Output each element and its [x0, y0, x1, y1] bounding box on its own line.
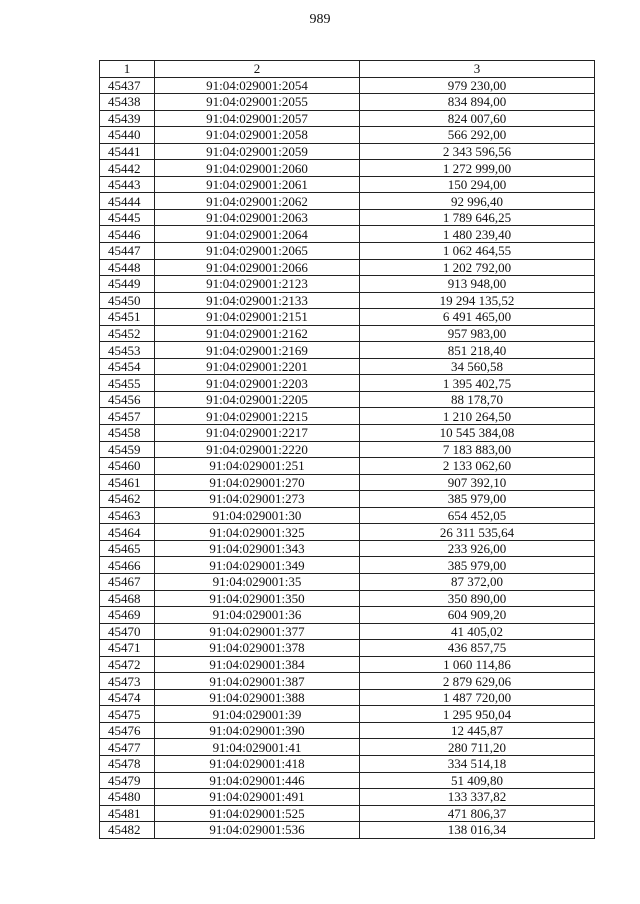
row-number-cell: 45465 — [100, 540, 155, 557]
cadastral-number-cell: 91:04:029001:2054 — [155, 77, 360, 94]
cadastral-value-table — [99, 60, 595, 839]
value-cell: 2 133 062,60 — [360, 458, 595, 475]
value-cell: 1 295 950,04 — [360, 706, 595, 723]
row-number-cell: 45447 — [100, 243, 155, 260]
table-row — [100, 309, 595, 326]
row-number-cell: 45473 — [100, 673, 155, 690]
row-number-cell: 45444 — [100, 193, 155, 210]
table-row — [100, 408, 595, 425]
cadastral-number-cell: 91:04:029001:2151 — [155, 309, 360, 326]
cadastral-number-cell: 91:04:029001:343 — [155, 540, 360, 557]
cadastral-number-cell: 91:04:029001:350 — [155, 590, 360, 607]
value-cell: 12 445,87 — [360, 722, 595, 739]
cadastral-number-cell: 91:04:029001:2169 — [155, 342, 360, 359]
table-row — [100, 226, 595, 243]
row-number-cell: 45474 — [100, 689, 155, 706]
cadastral-number-cell: 91:04:029001:2062 — [155, 193, 360, 210]
row-number-cell: 45480 — [100, 789, 155, 806]
value-cell: 907 392,10 — [360, 474, 595, 491]
column-header-3: 3 — [360, 61, 595, 78]
cadastral-number-cell: 91:04:029001:41 — [155, 739, 360, 756]
cadastral-number-cell: 91:04:029001:2205 — [155, 391, 360, 408]
table-row — [100, 143, 595, 160]
table-row — [100, 607, 595, 624]
row-number-cell: 45461 — [100, 474, 155, 491]
value-cell: 1 272 999,00 — [360, 160, 595, 177]
value-cell: 471 806,37 — [360, 805, 595, 822]
row-number-cell: 45468 — [100, 590, 155, 607]
table-row — [100, 722, 595, 739]
row-number-cell: 45450 — [100, 292, 155, 309]
value-cell: 1 210 264,50 — [360, 408, 595, 425]
row-number-cell: 45457 — [100, 408, 155, 425]
cadastral-number-cell: 91:04:029001:35 — [155, 573, 360, 590]
row-number-cell: 45479 — [100, 772, 155, 789]
row-number-cell: 45475 — [100, 706, 155, 723]
row-number-cell: 45455 — [100, 375, 155, 392]
table-row — [100, 673, 595, 690]
row-number-cell: 45451 — [100, 309, 155, 326]
row-number-cell: 45443 — [100, 176, 155, 193]
row-number-cell: 45445 — [100, 209, 155, 226]
cadastral-number-cell: 91:04:029001:2059 — [155, 143, 360, 160]
row-number-cell: 45460 — [100, 458, 155, 475]
value-cell: 2 879 629,06 — [360, 673, 595, 690]
value-cell: 566 292,00 — [360, 127, 595, 144]
table-row — [100, 772, 595, 789]
row-number-cell: 45470 — [100, 623, 155, 640]
table-row — [100, 491, 595, 508]
table-row — [100, 689, 595, 706]
value-cell: 385 979,00 — [360, 557, 595, 574]
table-row — [100, 325, 595, 342]
row-number-cell: 45463 — [100, 507, 155, 524]
table-row — [100, 243, 595, 260]
cadastral-number-cell: 91:04:029001:2133 — [155, 292, 360, 309]
cadastral-number-cell: 91:04:029001:491 — [155, 789, 360, 806]
cadastral-number-cell: 91:04:029001:2217 — [155, 425, 360, 442]
cadastral-number-cell: 91:04:029001:2057 — [155, 110, 360, 127]
table-row — [100, 375, 595, 392]
value-cell: 138 016,34 — [360, 822, 595, 839]
value-cell: 436 857,75 — [360, 640, 595, 657]
value-cell: 51 409,80 — [360, 772, 595, 789]
row-number-cell: 45452 — [100, 325, 155, 342]
row-number-cell: 45458 — [100, 425, 155, 442]
row-number-cell: 45472 — [100, 656, 155, 673]
value-cell: 6 491 465,00 — [360, 309, 595, 326]
cadastral-number-cell: 91:04:029001:2215 — [155, 408, 360, 425]
table-row — [100, 822, 595, 839]
cadastral-number-cell: 91:04:029001:525 — [155, 805, 360, 822]
cadastral-number-cell: 91:04:029001:325 — [155, 524, 360, 541]
cadastral-number-cell: 91:04:029001:2065 — [155, 243, 360, 260]
cadastral-number-cell: 91:04:029001:36 — [155, 607, 360, 624]
value-cell: 1 395 402,75 — [360, 375, 595, 392]
cadastral-number-cell: 91:04:029001:388 — [155, 689, 360, 706]
column-header-1: 1 — [100, 61, 155, 78]
table-row — [100, 77, 595, 94]
cadastral-number-cell: 91:04:029001:349 — [155, 557, 360, 574]
row-number-cell: 45467 — [100, 573, 155, 590]
value-cell: 385 979,00 — [360, 491, 595, 508]
value-cell: 280 711,20 — [360, 739, 595, 756]
table-row — [100, 590, 595, 607]
value-cell: 654 452,05 — [360, 507, 595, 524]
cadastral-number-cell: 91:04:029001:2201 — [155, 358, 360, 375]
value-cell: 1 789 646,25 — [360, 209, 595, 226]
value-cell: 2 343 596,56 — [360, 143, 595, 160]
table-row — [100, 755, 595, 772]
cadastral-number-cell: 91:04:029001:251 — [155, 458, 360, 475]
cadastral-number-cell: 91:04:029001:2063 — [155, 209, 360, 226]
table-row — [100, 94, 595, 111]
value-cell: 1 480 239,40 — [360, 226, 595, 243]
cadastral-number-cell: 91:04:029001:390 — [155, 722, 360, 739]
value-cell: 824 007,60 — [360, 110, 595, 127]
cadastral-number-cell: 91:04:029001:270 — [155, 474, 360, 491]
value-cell: 19 294 135,52 — [360, 292, 595, 309]
cadastral-number-cell: 91:04:029001:273 — [155, 491, 360, 508]
table-header-row — [100, 61, 595, 78]
value-cell: 92 996,40 — [360, 193, 595, 210]
cadastral-number-cell: 91:04:029001:2123 — [155, 276, 360, 293]
cadastral-number-cell: 91:04:029001:2066 — [155, 259, 360, 276]
table-row — [100, 276, 595, 293]
row-number-cell: 45464 — [100, 524, 155, 541]
cadastral-number-cell: 91:04:029001:2061 — [155, 176, 360, 193]
cadastral-number-cell: 91:04:029001:2058 — [155, 127, 360, 144]
table-row — [100, 193, 595, 210]
cadastral-number-cell: 91:04:029001:536 — [155, 822, 360, 839]
table-row — [100, 789, 595, 806]
value-cell: 1 062 464,55 — [360, 243, 595, 260]
table-row — [100, 706, 595, 723]
value-cell: 150 294,00 — [360, 176, 595, 193]
table-row — [100, 458, 595, 475]
table-row — [100, 474, 595, 491]
value-cell: 1 202 792,00 — [360, 259, 595, 276]
value-cell: 41 405,02 — [360, 623, 595, 640]
cadastral-number-cell: 91:04:029001:2203 — [155, 375, 360, 392]
table-row — [100, 391, 595, 408]
row-number-cell: 45437 — [100, 77, 155, 94]
cadastral-number-cell: 91:04:029001:2064 — [155, 226, 360, 243]
table-row — [100, 209, 595, 226]
cadastral-number-cell: 91:04:029001:39 — [155, 706, 360, 723]
cadastral-number-cell: 91:04:029001:2055 — [155, 94, 360, 111]
row-number-cell: 45456 — [100, 391, 155, 408]
value-cell: 834 894,00 — [360, 94, 595, 111]
cadastral-number-cell: 91:04:029001:2220 — [155, 441, 360, 458]
row-number-cell: 45442 — [100, 160, 155, 177]
cadastral-number-cell: 91:04:029001:2060 — [155, 160, 360, 177]
table-row — [100, 259, 595, 276]
cadastral-number-cell: 91:04:029001:418 — [155, 755, 360, 772]
table-row — [100, 160, 595, 177]
table-body — [100, 77, 595, 838]
row-number-cell: 45454 — [100, 358, 155, 375]
value-cell: 7 183 883,00 — [360, 441, 595, 458]
row-number-cell: 45440 — [100, 127, 155, 144]
cadastral-number-cell: 91:04:029001:384 — [155, 656, 360, 673]
table-row — [100, 176, 595, 193]
row-number-cell: 45477 — [100, 739, 155, 756]
cadastral-number-cell: 91:04:029001:377 — [155, 623, 360, 640]
value-cell: 1 487 720,00 — [360, 689, 595, 706]
column-header-2: 2 — [155, 61, 360, 78]
table-row — [100, 656, 595, 673]
row-number-cell: 45448 — [100, 259, 155, 276]
table-row — [100, 540, 595, 557]
value-cell: 233 926,00 — [360, 540, 595, 557]
cadastral-number-cell: 91:04:029001:387 — [155, 673, 360, 690]
table-row — [100, 640, 595, 657]
table-row — [100, 507, 595, 524]
value-cell: 604 909,20 — [360, 607, 595, 624]
row-number-cell: 45482 — [100, 822, 155, 839]
value-cell: 133 337,82 — [360, 789, 595, 806]
value-cell: 34 560,58 — [360, 358, 595, 375]
value-cell: 334 514,18 — [360, 755, 595, 772]
page-number: 989 — [309, 12, 331, 27]
row-number-cell: 45439 — [100, 110, 155, 127]
row-number-cell: 45478 — [100, 755, 155, 772]
value-cell: 88 178,70 — [360, 391, 595, 408]
table-row — [100, 358, 595, 375]
row-number-cell: 45471 — [100, 640, 155, 657]
cadastral-number-cell: 91:04:029001:30 — [155, 507, 360, 524]
row-number-cell: 45466 — [100, 557, 155, 574]
row-number-cell: 45459 — [100, 441, 155, 458]
table-row — [100, 110, 595, 127]
table-row — [100, 805, 595, 822]
table-row — [100, 573, 595, 590]
table-row — [100, 441, 595, 458]
table-row — [100, 623, 595, 640]
row-number-cell: 45441 — [100, 143, 155, 160]
cadastral-number-cell: 91:04:029001:378 — [155, 640, 360, 657]
value-cell: 87 372,00 — [360, 573, 595, 590]
table-row — [100, 557, 595, 574]
table-row — [100, 739, 595, 756]
value-cell: 851 218,40 — [360, 342, 595, 359]
row-number-cell: 45462 — [100, 491, 155, 508]
row-number-cell: 45476 — [100, 722, 155, 739]
value-cell: 350 890,00 — [360, 590, 595, 607]
value-cell: 10 545 384,08 — [360, 425, 595, 442]
row-number-cell: 45449 — [100, 276, 155, 293]
value-cell: 1 060 114,86 — [360, 656, 595, 673]
value-cell: 913 948,00 — [360, 276, 595, 293]
value-cell: 26 311 535,64 — [360, 524, 595, 541]
cadastral-number-cell: 91:04:029001:446 — [155, 772, 360, 789]
table-row — [100, 342, 595, 359]
value-cell: 957 983,00 — [360, 325, 595, 342]
row-number-cell: 45453 — [100, 342, 155, 359]
row-number-cell: 45446 — [100, 226, 155, 243]
row-number-cell: 45469 — [100, 607, 155, 624]
table-row — [100, 292, 595, 309]
table-row — [100, 127, 595, 144]
row-number-cell: 45438 — [100, 94, 155, 111]
table-row — [100, 425, 595, 442]
row-number-cell: 45481 — [100, 805, 155, 822]
value-cell: 979 230,00 — [360, 77, 595, 94]
table-row — [100, 524, 595, 541]
cadastral-number-cell: 91:04:029001:2162 — [155, 325, 360, 342]
